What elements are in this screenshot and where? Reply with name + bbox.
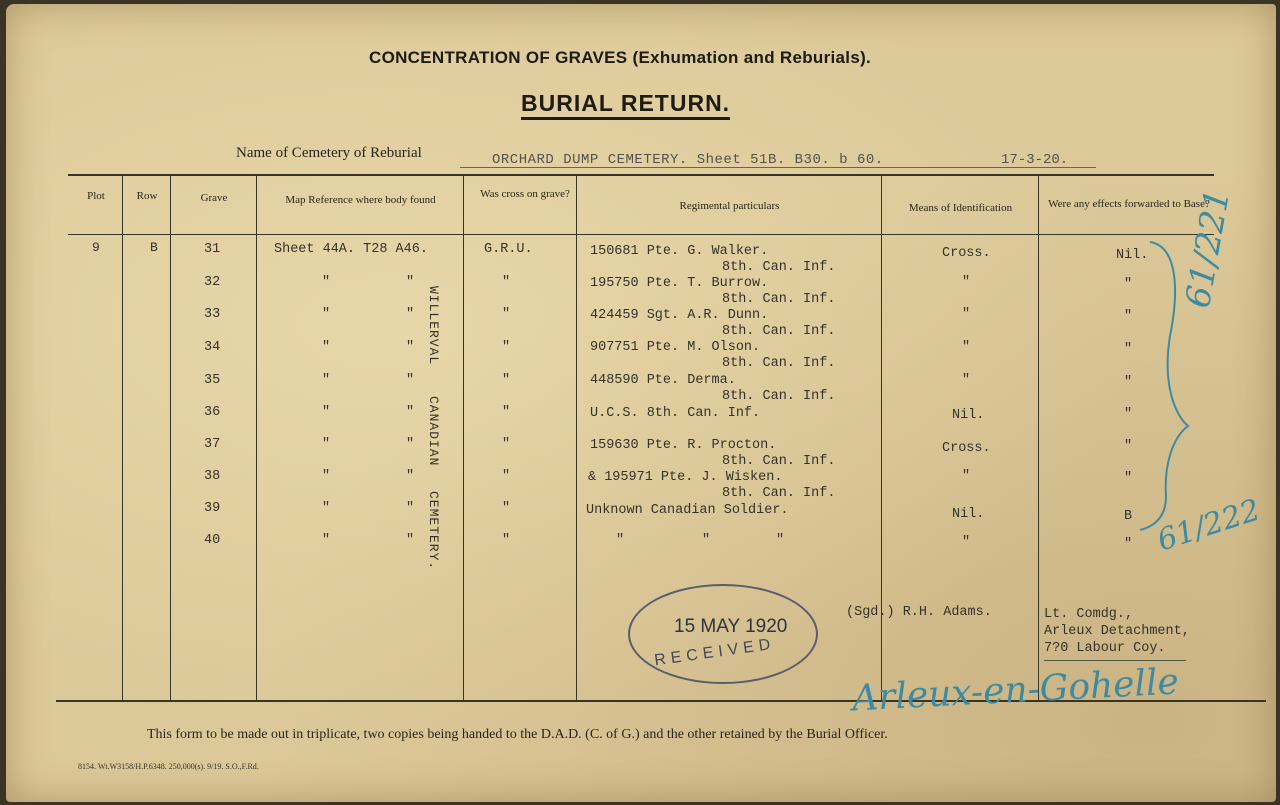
signature-sgd: (Sgd.) R.H. Adams. — [846, 605, 992, 620]
identification-value: Nil. — [952, 408, 985, 423]
regimental-line: 424459 Sgt. A.R. Dunn. — [590, 308, 769, 323]
regimental-line: 8th. Can. Inf. — [722, 324, 836, 339]
grave-number: 36 — [204, 405, 221, 420]
ditto-mark: " — [322, 275, 331, 290]
cross-first: G.R.U. — [484, 242, 533, 257]
effects-value: " — [1124, 439, 1133, 454]
cemetery-value: ORCHARD DUMP CEMETERY. Sheet 51B. B30. b 60. — [492, 152, 884, 168]
header-effects: Were any effects forwarded to Base? — [1048, 198, 1210, 210]
ditto-mark: " — [502, 405, 511, 420]
ditto-mark: " — [406, 469, 415, 484]
ditto-mark: " — [322, 307, 331, 322]
identification-value: " — [962, 535, 971, 550]
regimental-line: 8th. Can. Inf. — [722, 260, 836, 275]
regimental-line: 8th. Can. Inf. — [722, 486, 836, 501]
header-grave: Grave — [200, 192, 228, 204]
grave-number: 37 — [204, 437, 221, 452]
grave-number: 38 — [204, 469, 221, 484]
regimental-line: 159630 Pte. R. Procton. — [590, 438, 777, 453]
cemetery-date: 17-3-20. — [1001, 152, 1069, 168]
ditto-mark: " — [406, 373, 415, 388]
effects-value: " — [1124, 375, 1133, 390]
form-title-main: CONCENTRATION OF GRAVES — [369, 48, 628, 67]
header-cross: Was cross on grave? — [480, 188, 570, 200]
document-sheet — [6, 4, 1276, 802]
identification-value: " — [962, 307, 971, 322]
grave-number: 34 — [204, 340, 221, 355]
regimental-line: 448590 Pte. Derma. — [590, 373, 736, 388]
handwritten-place: Arleux-en-Gohelle — [851, 661, 1180, 720]
vertical-note-willerval: WILLERVAL — [426, 286, 441, 366]
ditto-mark: " — [406, 533, 415, 548]
regimental-line: & 195971 Pte. J. Wisken. — [588, 470, 783, 485]
effects-value: B — [1124, 509, 1133, 524]
effects-value: Nil. — [1116, 248, 1149, 263]
map-ref-first: Sheet 44A. T28 A46. — [274, 242, 428, 257]
effects-value: " — [1124, 342, 1133, 357]
signature-rank-3: 7?0 Labour Coy. — [1044, 641, 1166, 656]
col-divider-1 — [122, 176, 123, 700]
effects-value: " — [1124, 309, 1133, 324]
regimental-line: 8th. Can. Inf. — [722, 292, 836, 307]
ditto-mark: " — [322, 405, 331, 420]
cemetery-label: Name of Cemetery of Reburial — [236, 145, 422, 161]
ditto-mark: " — [702, 533, 711, 548]
table-header-rule — [68, 234, 1214, 235]
regimental-line: Unknown Canadian Soldier. — [586, 503, 789, 518]
ditto-mark: " — [502, 340, 511, 355]
signature-underline — [1044, 660, 1186, 661]
ditto-mark: " — [322, 373, 331, 388]
vertical-note-cemetery: CEMETERY. — [426, 491, 441, 571]
effects-value: " — [1124, 537, 1133, 552]
vertical-note-canadian: CANADIAN — [426, 396, 441, 467]
regimental-line: 8th. Can. Inf. — [722, 389, 836, 404]
ditto-mark: " — [502, 533, 511, 548]
ditto-mark: " — [406, 275, 415, 290]
identification-value: " — [962, 340, 971, 355]
signature-rank-1: Lt. Comdg., — [1044, 607, 1134, 622]
effects-value: " — [1124, 277, 1133, 292]
ditto-mark: " — [502, 501, 511, 516]
header-regimental: Regimental particulars — [679, 200, 780, 212]
form-subtitle: BURIAL RETURN. — [521, 90, 730, 120]
effects-value: " — [1124, 471, 1133, 486]
effects-value: " — [1124, 407, 1133, 422]
grave-number: 40 — [204, 533, 221, 548]
ditto-mark: " — [406, 340, 415, 355]
identification-value: " — [962, 275, 971, 290]
ditto-mark: " — [322, 437, 331, 452]
ditto-mark: " — [502, 469, 511, 484]
grave-number: 32 — [204, 275, 221, 290]
header-map-ref: Map Reference where body found — [285, 194, 436, 206]
identification-value: " — [962, 469, 971, 484]
ditto-mark: " — [776, 533, 785, 548]
stamp-date: 15 MAY 1920 — [674, 616, 788, 637]
ditto-mark: " — [406, 405, 415, 420]
form-title-paren: (Exhumation and Reburials). — [632, 48, 872, 67]
ditto-mark: " — [502, 307, 511, 322]
regimental-line: 8th. Can. Inf. — [722, 454, 836, 469]
plot-value: 9 — [92, 240, 100, 255]
form-title — [369, 48, 871, 68]
ditto-mark: " — [322, 533, 331, 548]
footer-note: This form to be made out in triplicate, two copies being handed to the D.A.D. (C. of G.) and the other retained by the Burial Officer. — [147, 727, 888, 742]
ditto-mark: " — [322, 340, 331, 355]
table-top-rule — [68, 174, 1214, 176]
col-divider-2 — [170, 176, 171, 700]
col-divider-5 — [576, 176, 577, 700]
regimental-line: 8th. Can. Inf. — [722, 356, 836, 371]
ditto-mark: " — [406, 437, 415, 452]
col-divider-7 — [1038, 176, 1039, 700]
print-reference: 8154. Wt.W3158/H.P.6348. 250,000(s). 9/19. S.O.,F.Rd. — [78, 762, 259, 771]
header-row: Row — [136, 190, 158, 202]
ditto-mark: " — [406, 501, 415, 516]
stamp-received-text: RECEIVED — [653, 635, 777, 670]
signature-rank-2: Arleux Detachment, — [1044, 624, 1190, 639]
regimental-line: 195750 Pte. T. Burrow. — [590, 276, 769, 291]
handwritten-ref-2: 61/222 — [1153, 492, 1265, 559]
ditto-mark: " — [616, 533, 625, 548]
regimental-line: 907751 Pte. M. Olson. — [590, 340, 761, 355]
header-plot: Plot — [87, 190, 105, 202]
col-divider-6 — [881, 176, 882, 700]
col-divider-3 — [256, 176, 257, 700]
regimental-line: U.C.S. 8th. Can. Inf. — [590, 406, 761, 421]
ditto-mark: " — [322, 501, 331, 516]
identification-value: Cross. — [942, 441, 991, 456]
grave-number: 35 — [204, 373, 221, 388]
grave-number: 39 — [204, 501, 221, 516]
grave-number: 31 — [204, 242, 221, 257]
regimental-line: 150681 Pte. G. Walker. — [590, 244, 769, 259]
identification-value: " — [962, 373, 971, 388]
ditto-mark: " — [502, 437, 511, 452]
col-divider-4 — [463, 176, 464, 700]
identification-value: Nil. — [952, 507, 985, 522]
row-value: B — [150, 240, 158, 255]
grave-number: 33 — [204, 307, 221, 322]
ditto-mark: " — [502, 373, 511, 388]
ditto-mark: " — [322, 469, 331, 484]
ditto-mark: " — [406, 307, 415, 322]
ditto-mark: " — [502, 275, 511, 290]
handwritten-ref-1: 61/221 — [1178, 186, 1239, 311]
header-means-id: Means of Identification — [908, 202, 1013, 214]
identification-value: Cross. — [942, 246, 991, 261]
